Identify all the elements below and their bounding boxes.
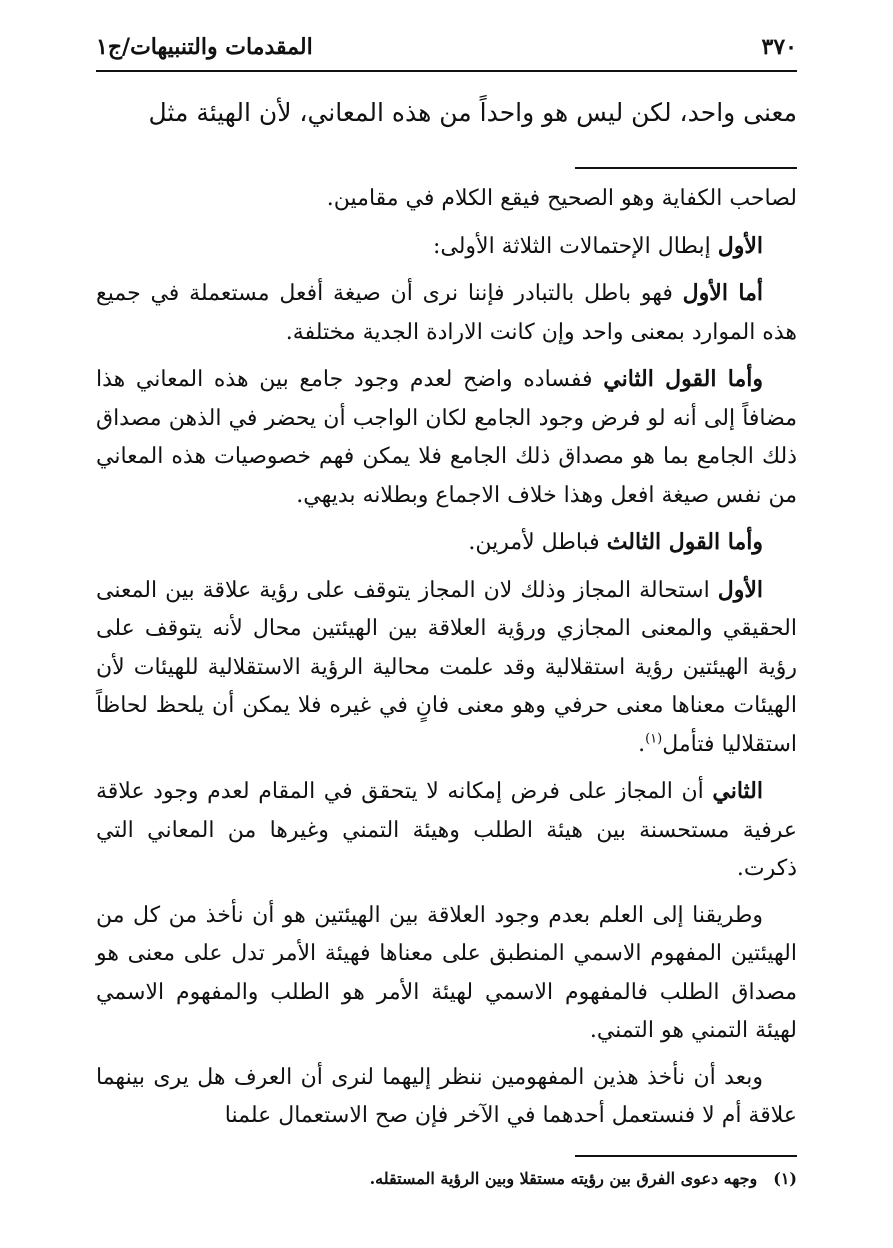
paragraph-4-text: ففساده واضح لعدم وجود جامع بين هذه المعاني هذا مضافاً إلى أنه لو فرض وجود الجامع لكان الواجب أن يحضر في الذهن مصداق ذلك الجامع بما هو مصداق ذلك الجامع فلا يمكن فهم خصوصيات هذه المعاني من نفس صيغة افعل وهذا خلاف الاجماع وبطلانه بديهي. — [96, 367, 797, 508]
footnote-text: وجهه دعوى الفرق بين رؤيته مستقلا وبين الرؤية المستقله. — [369, 1169, 758, 1188]
paragraph-9: وبعد أن نأخذ هذين المفهومين ننظر إليهما لنرى أن العرف هل يرى بينهما علاقة أم لا فنستعمل أحدهما في الآخر فإن صح الاستعمال علمنا — [96, 1064, 797, 1128]
paragraph-2 — [96, 227, 797, 267]
paragraph-2-heading: الأول — [717, 232, 763, 259]
paragraph-4-heading: وأما القول الثاني — [603, 366, 764, 392]
paragraph-1: لصاحب الكفاية وهو الصحيح فيقع الكلام في مقامين. — [326, 186, 797, 211]
header-rule — [96, 70, 797, 72]
commentary-text — [96, 180, 797, 1144]
paragraph-6-text: استحالة المجاز وذلك لان المجاز يتوقف على رؤية علاقة بين المعنى الحقيقي والمعنى المجازي ورؤية العلاقة بين الهيئتين محال لأنه يتوقف على رؤية الهيئتين رؤية استقلالية وقد علمت محالية الرؤية الاستقلالية للهيئات لأن الهيئات معناها معنى حرفي وهو معنى فانٍ في غيره فلا يمكن أن يلحظ لحاظاً استقلاليا فتأمل — [96, 577, 797, 757]
running-title: المقدمات والتنبيهات/ج١ — [96, 34, 313, 60]
paragraph-3-text: فهو باطل بالتبادر فإننا نرى أن صيغة أفعل مستعملة في جميع هذه الموارد بمعنى واحد وإن كانت الارادة الجدية مختلفة. — [96, 281, 797, 345]
paragraph-2-text: إبطال الإحتمالات الثلاثة الأولى: — [432, 233, 718, 259]
page-number: ٣٧٠ — [761, 34, 797, 60]
paragraph-5-text: فباطل لأمرين. — [468, 530, 607, 555]
paragraph-5-heading: وأما القول الثالث — [606, 529, 763, 555]
separator-rule — [575, 167, 797, 169]
main-text-line: معنى واحد، لكن ليس هو واحداً من هذه المعاني، لأن الهيئة مثل — [148, 98, 797, 127]
paragraph-6-heading: الأول — [717, 576, 763, 603]
paragraph-6-end: . — [638, 731, 646, 757]
footnote-rule — [575, 1155, 797, 1157]
paragraph-5 — [96, 523, 797, 563]
paragraph-3-heading: أما الأول — [682, 280, 763, 306]
paragraph-4 — [96, 360, 797, 515]
footnote-reference[interactable]: (١) — [645, 731, 663, 747]
footnote — [96, 1166, 797, 1192]
paragraph-7 — [96, 772, 797, 889]
paragraph-7-heading: الثاني — [712, 778, 763, 804]
page-header — [96, 28, 797, 68]
paragraph-8: وطريقنا إلى العلم بعدم وجود العلاقة بين الهيئتين هو أن نأخذ من كل من الهيئتين المفهوم الاسمي المنطبق على معناها فهيئة الأمر تدل على معنى هو مصداق الطلب فالمفهوم الاسمي لهيئة الأمر هو الطلب والمفهوم الاسمي لهيئة التمني هو التمني. — [96, 902, 798, 1043]
paragraph-3 — [96, 274, 797, 352]
footnote-marker: (١) — [773, 1169, 797, 1188]
paragraph-6 — [96, 571, 797, 765]
paragraph-7-text: أن المجاز على فرض إمكانه لا يتحقق في المقام لعدم وجود علاقة عرفية مستحسنة بين هيئة الطلب وهيئة التمني وغيرها من المعاني التي ذكرت. — [96, 779, 797, 881]
